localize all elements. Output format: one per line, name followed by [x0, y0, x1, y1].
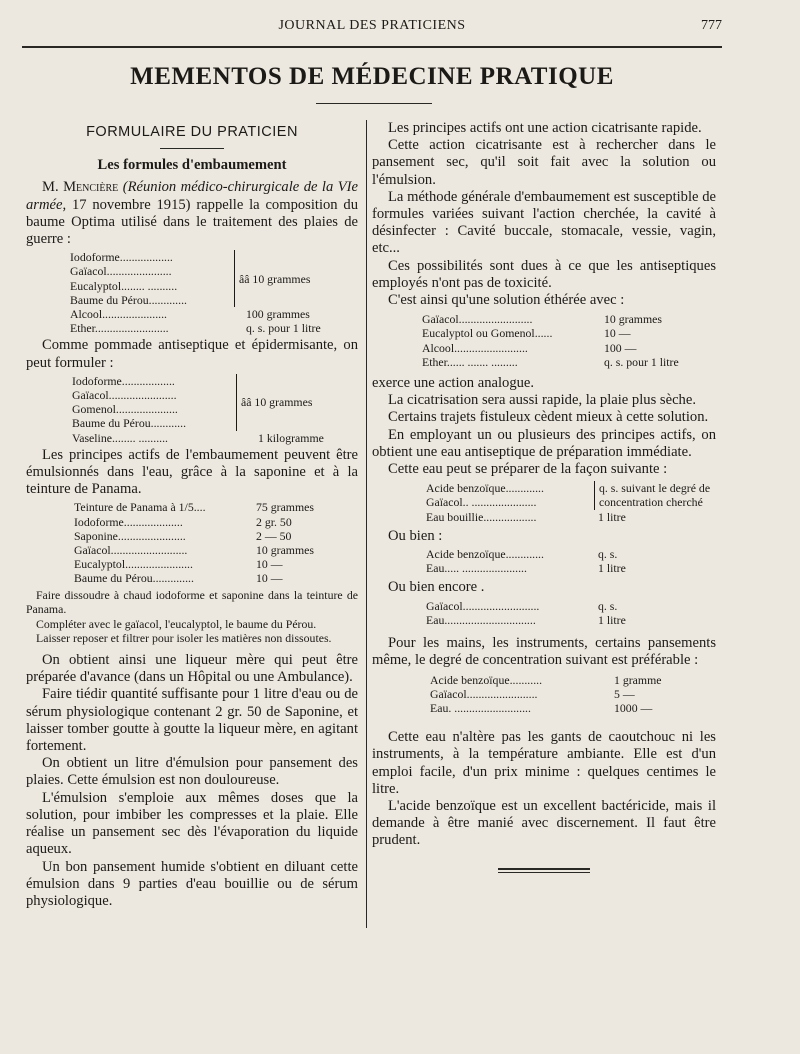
formula-group — [72, 374, 358, 431]
formula-quantity: 1 kilogramme — [258, 430, 324, 445]
paragraph: C'est ainsi qu'une solution éthérée avec : — [388, 292, 625, 309]
formula-ingredient: Acide benzoïque............. — [426, 481, 544, 496]
formula-quantity: 2 gr. 50 — [256, 514, 292, 529]
formula-ingredient: Saponine....................... — [74, 528, 186, 543]
page-number: 777 — [701, 18, 722, 33]
paragraph-humide: Un bon pansement humide s'obtient en diluant cette émulsion dans 9 parties d'eau bouillie ou de sérum physiologique. — [26, 858, 358, 909]
paragraph: Cette action cicatrisante est à rechercher dans le pansement sec, qu'il soit fait avec la solution ou l'émulsion. — [372, 137, 716, 188]
formula-baume-optima — [70, 250, 358, 335]
formula-ou-bien — [426, 547, 716, 575]
formula-quantity: 1 litre — [598, 561, 626, 576]
formula-quantity-line: q. s. suivant le degré de — [599, 481, 711, 496]
paragraph-emulsion: L'émulsion s'emploie aux mêmes doses que la solution, pour imbiber les compresses et la plaie. Elle réalise un pansement sec dès l'évaporation du liquide aqueux. — [26, 789, 358, 858]
paragraph-tiedir: Faire tiédir quantité suffisante pour 1 litre d'eau ou de sérum physiologique contenant 2 gr. 50 de Saponine, et laisser tomber goutte à goutte la liqueur mère, en agitant fortement. — [26, 686, 358, 755]
intro-reference: (Réunion médico-chirurgicale de la VIe armée, — [26, 179, 358, 213]
paragraph-actifs: Les principes actifs de l'embaumement peuvent être émulsionnés dans l'eau, grâce à la saponine et à la teinture de Panama. — [26, 446, 358, 498]
formula-quantity: 10 — — [256, 571, 283, 586]
note-line: Compléter avec le gaïacol, l'eucalyptol, le baume du Pérou. — [36, 616, 317, 631]
formula-ingredient: Gaïacol.......................... — [426, 598, 540, 613]
formula-group — [70, 250, 358, 307]
end-rule — [498, 872, 590, 873]
paragraph: La méthode générale d'embaumement est susceptible de formules variées suivant l'action cherchée, la cavité à désinfecter : Cavité buccale, stomacale, vessie, vagin, etc... — [372, 188, 716, 257]
formula-ingredient: Eau..... ...................... — [426, 561, 527, 576]
paragraph: Les principes actifs ont une action cicatrisante rapide. — [388, 120, 702, 136]
formula-quantity: 1000 — — [614, 700, 653, 715]
title-rule — [316, 103, 432, 104]
section-heading: FORMULAIRE DU PRATICIEN — [86, 124, 298, 140]
formula-ingredient: Baume du Pérou............ — [72, 416, 187, 431]
formula-ingredient: Eau............................... — [426, 612, 536, 627]
formula-ingredient: Gaïacol......................... — [422, 312, 533, 327]
journal-title: JOURNAL DES PRATICIENS — [278, 18, 466, 33]
formula-quantity: 10 — — [604, 326, 631, 341]
note-line: Laisser reposer et filtrer pour isoler les matières non dissoutes. — [36, 631, 332, 646]
formula-eau-antiseptique — [426, 481, 716, 524]
paragraph-pommade: Comme pommade antiseptique et épidermisante, on peut formuler : — [26, 337, 358, 371]
formula-quantity: q. s. — [598, 547, 618, 562]
formula-ingredient: Alcool...................... — [70, 307, 167, 322]
formula-ingredient: Gaïacol.. ...................... — [426, 495, 537, 510]
formula-quantity: q. s. pour 1 litre — [246, 321, 321, 336]
formula-quantity: q. s. pour 1 litre — [604, 354, 679, 369]
formula-mains — [430, 673, 716, 716]
paragraph: Ou bien : — [388, 527, 443, 544]
formula-ingredient: Iodoforme.................. — [70, 250, 173, 265]
paragraph: L'acide benzoïque est un excellent bactéricide, mais il demande à être manié avec discernement. Il faut être prudent. — [372, 797, 716, 849]
formula-quantity: 10 — — [256, 557, 283, 572]
formula-quantity: q. s. — [598, 598, 618, 613]
formula-group — [426, 481, 716, 509]
formula-ingredient: Eau. .......................... — [430, 700, 531, 715]
formula-quantity: 2 — 50 — [256, 528, 292, 543]
formula-group-quantity: ââ 10 grammes — [241, 395, 313, 410]
formula-ingredient: Iodoforme.................... — [74, 514, 183, 529]
intro-author: M. Mencière — [42, 179, 119, 196]
right-column — [372, 120, 716, 873]
formula-quantity: 1 litre — [598, 612, 626, 627]
formula-ingredient: Gaïacol........................ — [430, 686, 538, 701]
formula-quantity: 5 — — [614, 686, 635, 701]
formula-ingredient: Gomenol..................... — [72, 402, 178, 417]
intro-paragraph — [26, 179, 358, 248]
formula-quantity: 75 grammes — [256, 500, 314, 515]
paragraph-litre: On obtient un litre d'émulsion pour pansement des plaies. Cette émulsion est non douloureuse. — [26, 755, 358, 789]
formula-quantity: 10 grammes — [604, 312, 662, 327]
formula-emulsion — [74, 500, 358, 585]
formula-ou-bien-encore — [426, 599, 716, 627]
subsection-heading: Les formules d'embaumement — [97, 157, 287, 174]
end-rule — [498, 868, 590, 870]
formula-ingredient: Acide benzoïque........... — [430, 672, 543, 687]
main-title: MEMENTOS DE MÉDECINE PRATIQUE — [130, 63, 614, 90]
paragraph: Ou bien encore . — [388, 579, 485, 596]
formula-quantity: 100 — — [604, 340, 637, 355]
paragraph-liqueur: On obtient ainsi une liqueur mère qui peut être préparée d'avance (dans un Hôpital ou une Ambulance). — [26, 652, 358, 686]
formula-quantity-line: concentration cherché — [599, 495, 703, 510]
section-rule — [160, 148, 224, 149]
formula-solution-etheree — [422, 312, 716, 369]
formula-ingredient: Ether......................... — [70, 321, 169, 336]
formula-pommade — [72, 374, 358, 445]
formula-ingredient: Eucalyptol........ .......... — [70, 278, 178, 293]
intro-text: 17 novembre 1915) rappelle la composition du baume Optima utilisé dans le traitement des plaies de guerre : — [26, 196, 358, 248]
paragraph: Pour les mains, les instruments, certains pansements même, le degré de concentration suivant est préférable : — [372, 635, 716, 669]
formula-quantity: 1 litre — [598, 509, 626, 524]
formula-quantity: 1 gramme — [614, 672, 662, 687]
formula-ingredient: Baume du Pérou.............. — [74, 571, 194, 586]
paragraph: exerce une action analogue. — [372, 375, 535, 392]
formula-group-quantity: ââ 10 grammes — [239, 271, 311, 286]
paragraph: Certains trajets fistuleux cèdent mieux à cette solution. — [388, 409, 709, 426]
paragraph: Cette eau peut se préparer de la façon suivante : — [388, 461, 668, 478]
formula-ingredient: Baume du Pérou............. — [70, 292, 187, 307]
header-rule — [22, 46, 722, 48]
formula-ingredient: Acide benzoïque............. — [426, 547, 544, 562]
paragraph: Cette eau n'altère pas les gants de caoutchouc ni les instruments, à la température ambiante. Elle est d'un emploi facile, d'un prix minime : quelques centimes le litre. — [372, 729, 716, 797]
formula-ingredient: Iodoforme.................. — [72, 373, 175, 388]
column-divider — [366, 120, 367, 928]
formula-group-quantity — [595, 481, 710, 509]
page-header — [22, 18, 722, 38]
preparation-notes — [26, 588, 358, 646]
formula-quantity: 100 grammes — [246, 307, 310, 322]
formula-ingredient: Gaïacol.......................... — [74, 543, 188, 558]
formula-ingredient: Gaïacol....................... — [72, 388, 177, 403]
formula-ingredient: Vaseline........ .......... — [72, 430, 168, 445]
formula-ingredient: Teinture de Panama à 1/5.... — [74, 500, 206, 515]
formula-ingredient: Eucalyptol ou Gomenol...... — [422, 326, 553, 341]
left-column — [26, 120, 358, 910]
formula-quantity: 10 grammes — [256, 543, 314, 558]
paragraph: Ces possibilités sont dues à ce que les antiseptiques employés n'ont pas de toxicité. — [372, 257, 716, 291]
paragraph: La cicatrisation sera aussi rapide, la plaie plus sèche. — [388, 392, 696, 409]
formula-ingredient: Gaïacol...................... — [70, 264, 172, 279]
formula-ingredient: Ether...... ....... ......... — [422, 354, 518, 369]
note-line: Faire dissoudre à chaud iodoforme et saponine dans la teinture de Panama. — [26, 587, 358, 617]
formula-ingredient: Eucalyptol....................... — [74, 557, 193, 572]
formula-ingredient: Alcool......................... — [422, 340, 528, 355]
formula-ingredient: Eau bouillie.................. — [426, 509, 537, 524]
paragraph: En employant un ou plusieurs des principes actifs, on obtient une eau antiseptique de préparation immédiate. — [372, 426, 716, 460]
